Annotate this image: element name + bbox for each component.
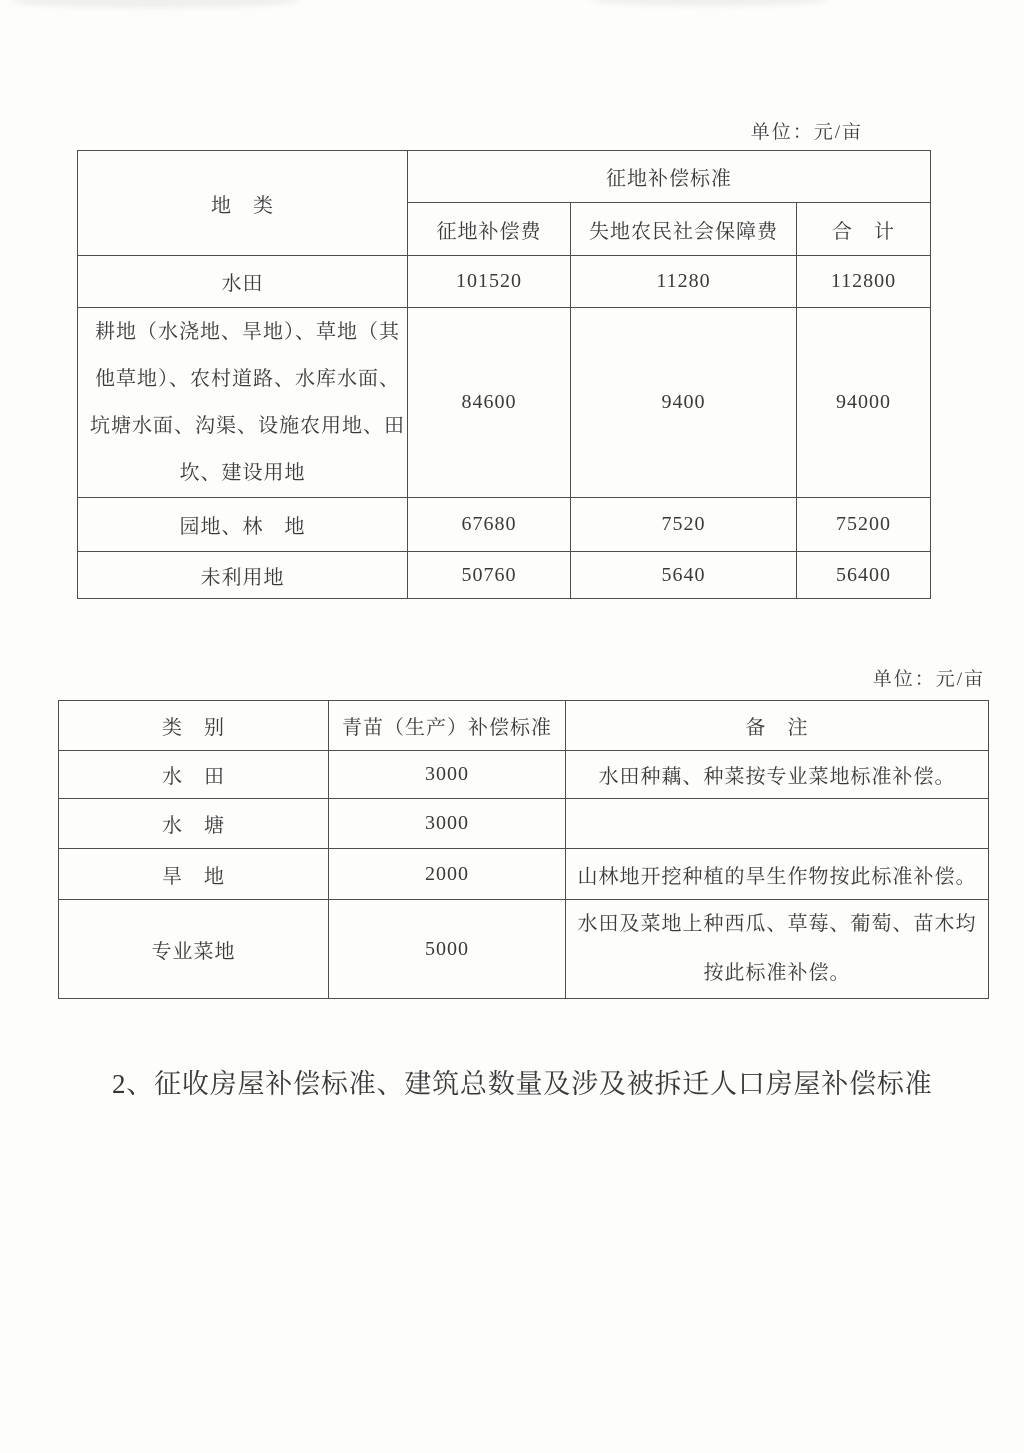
remark-line: 水田及菜地上种西瓜、草莓、葡萄、苗木均 — [577, 913, 977, 935]
table-row — [59, 849, 989, 900]
remark-cell — [566, 900, 989, 999]
total-cell: 56400 — [797, 552, 931, 599]
land-compensation-table — [77, 150, 931, 599]
standard-cell: 2000 — [329, 849, 566, 900]
land-type-line: 他草地）、农村道路、水库水面、 — [95, 367, 400, 390]
standard-cell: 3000 — [329, 751, 566, 799]
social-security-cell: 5640 — [571, 552, 797, 599]
table-row — [78, 256, 931, 308]
remark-cell: 山林地开挖种植的旱生作物按此标准补偿。 — [566, 849, 989, 900]
seedling-compensation-table — [58, 700, 989, 999]
table2-unit-label: 单位：元/亩 — [872, 669, 985, 690]
remark-column-header: 备 注 — [566, 701, 989, 751]
fee-column-header: 征地补偿费 — [408, 203, 571, 256]
land-type-line: 坎、建设用地 — [179, 461, 306, 484]
table-row — [59, 701, 989, 751]
social-security-cell: 11280 — [571, 256, 797, 308]
land-type-header: 地 类 — [78, 151, 408, 256]
social-security-cell: 9400 — [571, 308, 797, 498]
section-heading: 2、征收房屋补偿标准、建筑总数量及涉及被拆迁人口房屋补偿标准 — [112, 1069, 933, 1099]
land-type-line: 耕地（水浇地、旱地）、草地（其 — [95, 320, 400, 343]
table1-unit-label: 单位：元/亩 — [750, 122, 863, 143]
fee-cell: 101520 — [408, 256, 571, 308]
category-cell: 旱 地 — [59, 849, 329, 900]
table-row — [78, 552, 931, 599]
remark-cell: 水田种藕、种菜按专业菜地标准补偿。 — [566, 751, 989, 799]
standard-column-header: 青苗（生产）补偿标准 — [329, 701, 566, 751]
total-cell: 94000 — [797, 308, 931, 498]
table-row — [59, 799, 989, 849]
social-security-column-header: 失地农民社会保障费 — [571, 203, 797, 256]
table-row — [78, 151, 931, 203]
category-cell: 水 田 — [59, 751, 329, 799]
standard-cell: 3000 — [329, 799, 566, 849]
category-column-header: 类 别 — [59, 701, 329, 751]
category-cell: 专业菜地 — [59, 900, 329, 999]
social-security-cell: 7520 — [571, 498, 797, 552]
category-cell: 水 塘 — [59, 799, 329, 849]
land-type-line: 坑塘水面、沟渠、设施农用地、田 — [90, 414, 405, 437]
table-row — [59, 751, 989, 799]
total-cell: 75200 — [797, 498, 931, 552]
scan-artifact — [590, 0, 830, 6]
compensation-standard-group-header: 征地补偿标准 — [408, 151, 931, 203]
table-row — [59, 900, 989, 999]
fee-cell: 50760 — [408, 552, 571, 599]
table-row — [78, 498, 931, 552]
scan-artifact — [10, 0, 300, 8]
fee-cell: 84600 — [408, 308, 571, 498]
land-type-cell — [78, 308, 408, 498]
remark-line: 按此标准补偿。 — [703, 962, 851, 984]
fee-cell: 67680 — [408, 498, 571, 552]
total-column-header: 合 计 — [797, 203, 931, 256]
remark-cell — [566, 799, 989, 849]
standard-cell: 5000 — [329, 900, 566, 999]
land-type-cell: 园地、林 地 — [78, 498, 408, 552]
total-cell: 112800 — [797, 256, 931, 308]
land-type-cell: 水田 — [78, 256, 408, 308]
land-type-cell: 未利用地 — [78, 552, 408, 599]
table-row — [78, 308, 931, 498]
